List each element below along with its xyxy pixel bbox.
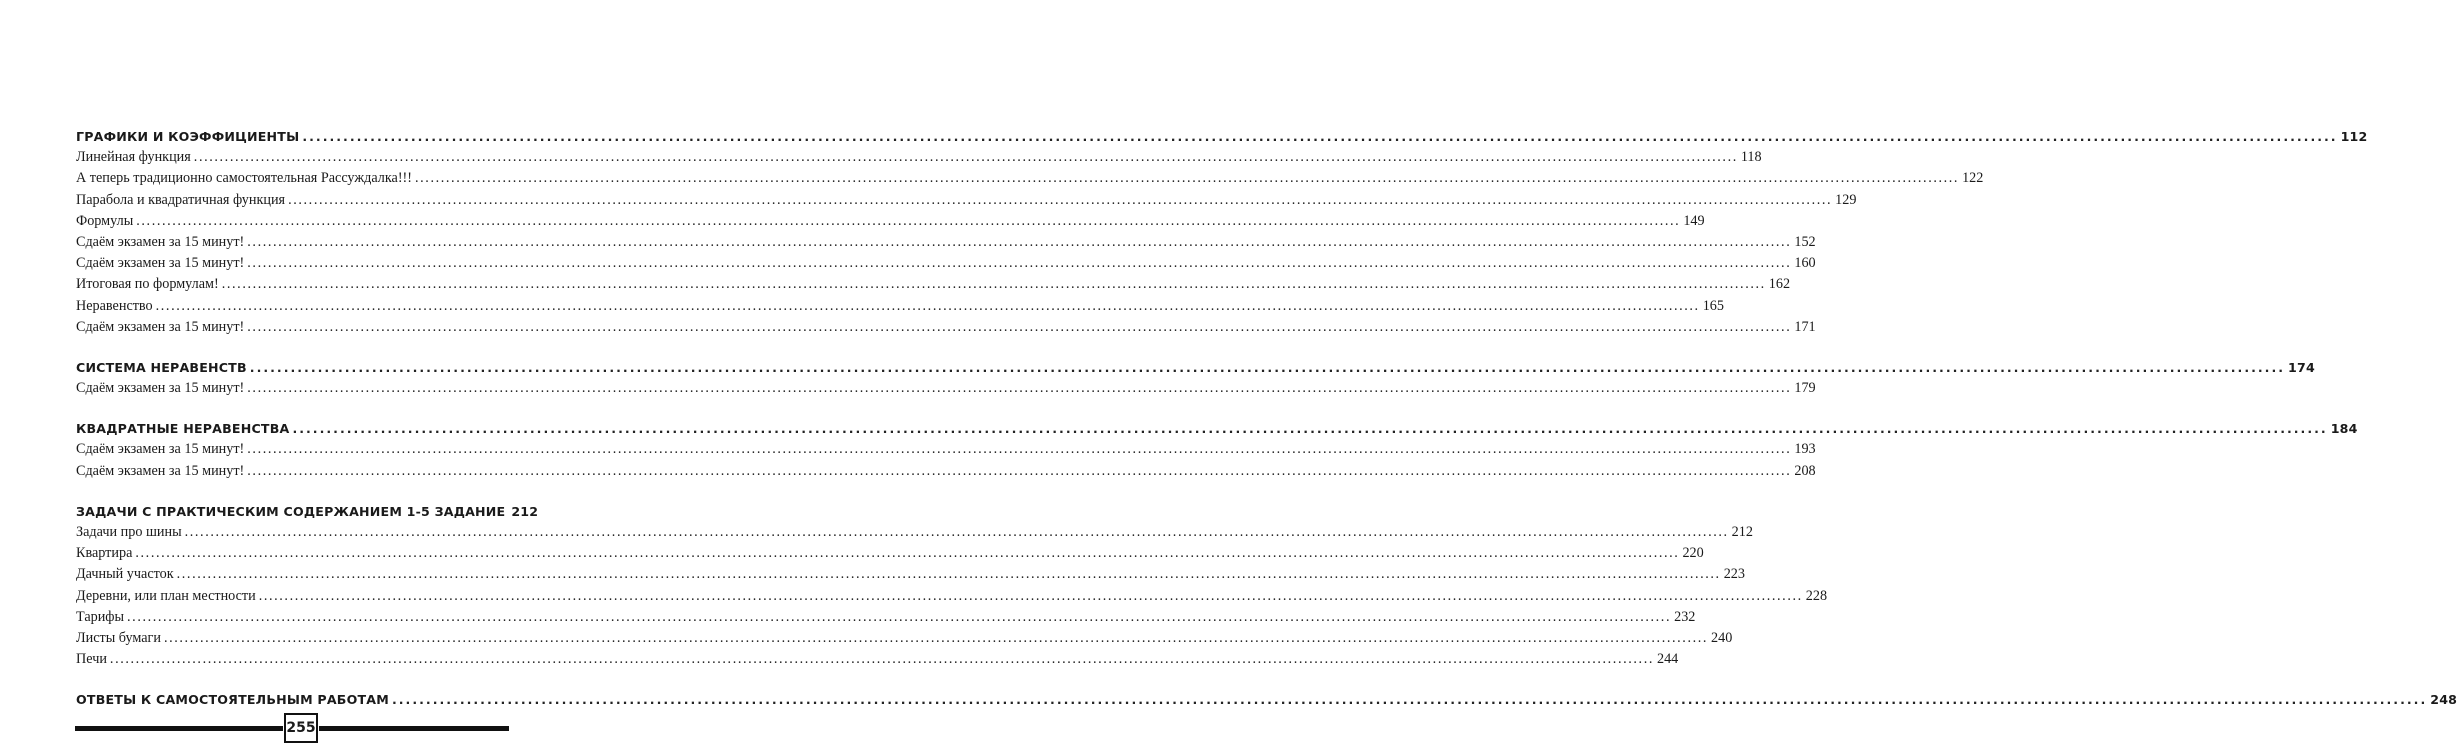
toc-entry-page: 232 <box>1674 608 1696 625</box>
dot-leader: ............................................................................................................................................................................................................................................................................................................ <box>247 318 1792 335</box>
toc-section <box>76 689 2457 710</box>
toc-section-heading-title: ОТВЕТЫ К САМОСТОЯТЕЛЬНЫМ РАБОТАМ <box>76 692 389 708</box>
toc-entry-title: Сдаём экзамен за 15 минут! <box>76 255 245 272</box>
toc-entry[interactable] <box>76 543 1704 564</box>
toc-entry-page: 212 <box>1731 524 1753 540</box>
toc-entry-title: Линейная функция <box>76 149 191 166</box>
toc-entry-title: Листы бумаги <box>76 629 161 646</box>
toc-section-heading-title: ГРАФИКИ И КОЭФФИЦИЕНТЫ <box>76 129 300 144</box>
toc-entry[interactable] <box>76 211 1705 232</box>
toc-entry-title: Тарифы <box>76 608 125 625</box>
toc-entry[interactable] <box>76 607 1696 628</box>
toc-entry[interactable] <box>76 190 1857 211</box>
toc-entry-page: 162 <box>1768 276 1791 293</box>
dot-leader: ............................................................................................................................................................................................................................................................................................................ <box>163 629 1709 646</box>
toc-section <box>76 126 2368 338</box>
toc-entry[interactable] <box>76 317 1816 338</box>
toc-section-heading[interactable] <box>76 501 539 522</box>
dot-leader: ............................................................................................................................................................................................................................................................................................................ <box>391 692 2428 708</box>
toc-entry[interactable] <box>76 461 1816 482</box>
dot-leader: ............................................................................................................................................................................................................................................................................................................ <box>249 359 2286 375</box>
toc-section-heading-page: 184 <box>2330 421 2358 437</box>
toc-section-heading[interactable] <box>76 689 2457 710</box>
toc-section-heading[interactable] <box>76 126 2368 147</box>
dot-leader: ............................................................................................................................................................................................................................................................................................................ <box>247 233 1792 250</box>
toc-entry[interactable] <box>76 586 1828 607</box>
toc-entry[interactable] <box>76 147 1762 168</box>
dot-leader: ............................................................................................................................................................................................................................................................................................................ <box>247 441 1792 458</box>
toc-entry-title: Сдаём экзамен за 15 минут! <box>76 380 245 397</box>
toc-entry-page: 223 <box>1723 566 1745 583</box>
toc-entry-title: Задачи про шины <box>76 524 182 540</box>
dot-leader: ............................................................................................................................................................................................................................................................................................................ <box>176 566 1721 583</box>
toc-entry-page: 171 <box>1794 318 1816 335</box>
toc-entry-page: 208 <box>1794 462 1816 479</box>
toc-section-heading-title: КВАДРАТНЫЕ НЕРАВЕНСТВА <box>76 421 290 437</box>
dot-leader: ............................................................................................................................................................................................................................................................................................................ <box>247 380 1792 397</box>
toc-entry-title: Сдаём экзамен за 15 минут! <box>76 233 245 250</box>
dot-leader: ............................................................................................................................................................................................................................................................................................................ <box>109 651 1654 668</box>
dot-leader: ............................................................................................................................................................................................................................................................................................................ <box>288 191 1833 208</box>
toc-entry-page: 244 <box>1656 651 1679 668</box>
dot-leader: ............................................................................................................................................................................................................................................................................................................ <box>193 149 1738 166</box>
dot-leader: ............................................................................................................................................................................................................................................................................................................ <box>247 255 1792 272</box>
toc-entry-title: Дачный участок <box>76 566 174 583</box>
toc-section <box>76 418 2358 482</box>
dot-leader: ............................................................................................................................................................................................................................................................................................................ <box>184 524 1729 540</box>
toc-entry[interactable] <box>76 296 1724 317</box>
toc-entry-page: 160 <box>1794 255 1816 272</box>
toc-entry-title: Формулы <box>76 212 134 229</box>
toc-section-heading-page: 248 <box>2430 692 2457 708</box>
toc-entry-page: 149 <box>1683 212 1705 229</box>
toc-entry[interactable] <box>76 628 1733 649</box>
toc-entry-page: 193 <box>1794 441 1816 458</box>
toc-entry-title: Сдаём экзамен за 15 минут! <box>76 318 245 335</box>
toc-entry-page: 220 <box>1682 545 1704 562</box>
toc-section-heading-title: ЗАДАЧИ С ПРАКТИЧЕСКИМ СОДЕРЖАНИЕМ 1-5 ЗАДАНИЕ <box>76 503 506 519</box>
dot-leader: ............................................................................................................................................................................................................................................................................................................ <box>135 545 1680 562</box>
toc-section-heading-page: 174 <box>2288 359 2315 375</box>
toc-entry-title: Сдаём экзамен за 15 минут! <box>76 462 245 479</box>
toc-entry-title: А теперь традиционно самостоятельная Рассуждалка!!! <box>76 170 413 187</box>
toc-entry-title: Деревни, или план местности <box>76 587 256 604</box>
page-number: 255 <box>284 713 318 743</box>
dot-leader: ............................................................................................................................................................................................................................................................................................................ <box>302 129 2338 144</box>
toc-entry[interactable] <box>76 522 1753 543</box>
toc-entry[interactable] <box>76 274 1791 295</box>
toc-entry-page: 118 <box>1740 149 1762 166</box>
toc-entry[interactable] <box>76 439 1816 460</box>
toc-entry[interactable] <box>76 649 1679 670</box>
toc-entry-title: Печи <box>76 651 107 668</box>
footer-rule-left <box>75 726 283 731</box>
toc-entry-page: 179 <box>1794 380 1816 397</box>
dot-leader: ............................................................................................................................................................................................................................................................................................................ <box>247 462 1792 479</box>
toc-entry-title: Сдаём экзамен за 15 минут! <box>76 441 245 458</box>
toc-entry[interactable] <box>76 232 1816 253</box>
toc-entry-title: Неравенство <box>76 297 153 314</box>
dot-leader: ............................................................................................................................................................................................................................................................................................................ <box>221 276 1766 293</box>
toc-section-heading[interactable] <box>76 357 2315 378</box>
dot-leader: ............................................................................................................................................................................................................................................................................................................ <box>292 421 2328 437</box>
toc-section <box>76 357 2315 399</box>
toc-entry-page: 165 <box>1702 297 1724 314</box>
toc-entry-page: 240 <box>1711 629 1733 646</box>
toc-entry[interactable] <box>76 378 1816 399</box>
footer-rule-right <box>319 726 509 731</box>
toc-entry-page: 152 <box>1794 233 1816 250</box>
dot-leader: ............................................................................................................................................................................................................................................................................................................ <box>415 170 1960 187</box>
toc-section <box>76 501 1828 671</box>
toc-section-heading-title: СИСТЕМА НЕРАВЕНСТВ <box>76 359 247 375</box>
dot-leader: ............................................................................................................................................................................................................................................................................................................ <box>258 587 1803 604</box>
toc-entry-title: Квартира <box>76 545 133 562</box>
dot-leader: ............................................................................................................................................................................................................................................................................................................ <box>155 297 1700 314</box>
toc-entry-page: 228 <box>1805 587 1828 604</box>
toc-section-heading-page: 212 <box>511 503 539 519</box>
dot-leader: ............................................................................................................................................................................................................................................................................................................ <box>127 608 1672 625</box>
toc-section-heading[interactable] <box>76 418 2358 439</box>
toc-entry-title: Парабола и квадратичная функция <box>76 191 286 208</box>
dot-leader: ............................................................................................................................................................................................................................................................................................................ <box>136 212 1681 229</box>
toc-entry[interactable] <box>76 564 1745 585</box>
toc-entry-page: 122 <box>1962 170 1984 187</box>
table-of-contents <box>76 126 2457 730</box>
toc-entry[interactable] <box>76 253 1816 274</box>
toc-section-heading-page: 112 <box>2340 129 2368 144</box>
toc-entry-page: 129 <box>1835 191 1857 208</box>
toc-entry[interactable] <box>76 168 1984 189</box>
toc-entry-title: Итоговая по формулам! <box>76 276 219 293</box>
